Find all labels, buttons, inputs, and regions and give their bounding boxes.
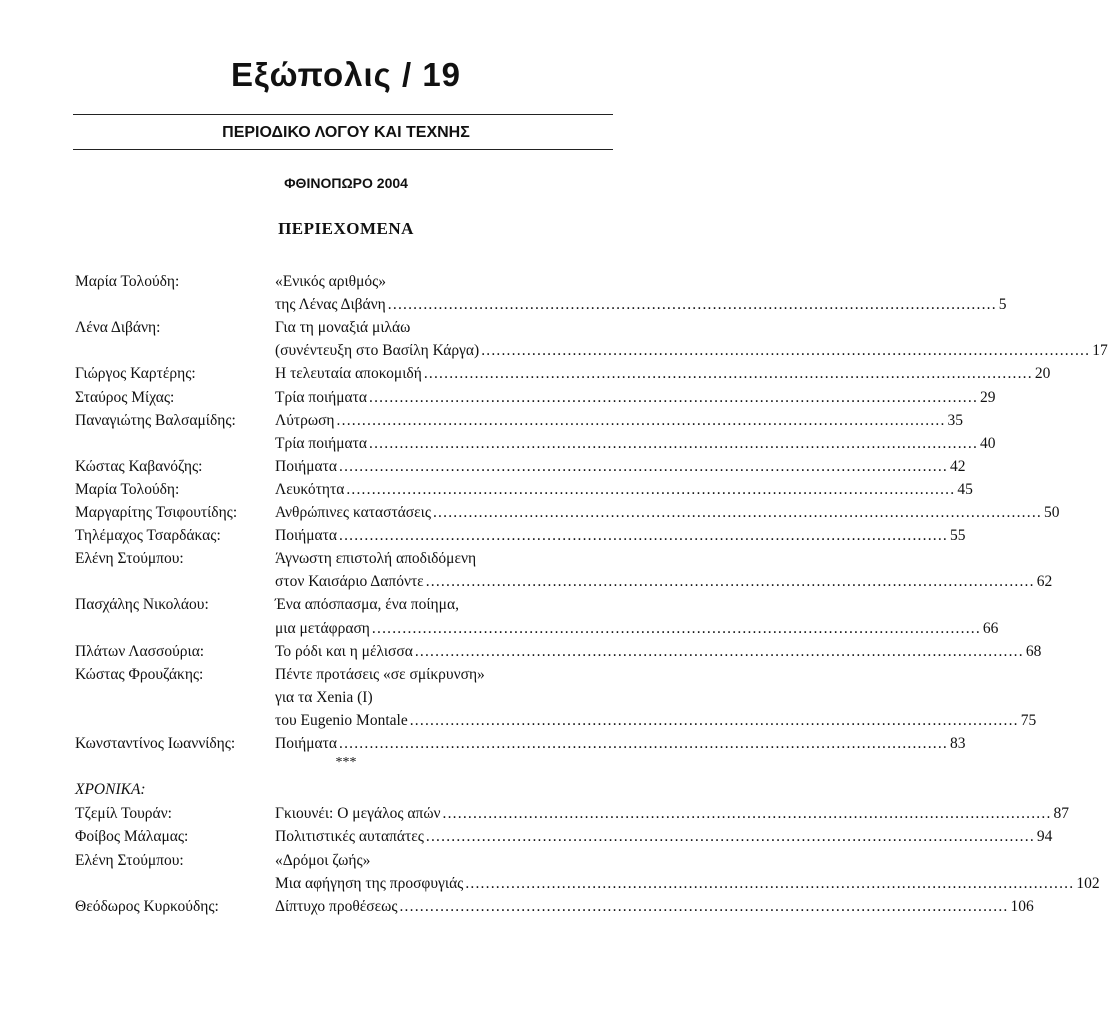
entry-page-number: 40 xyxy=(980,435,996,452)
magazine-title: Εξώπολις / 19 xyxy=(230,56,462,93)
entry-page-number: 45 xyxy=(957,481,973,498)
entry-page-number: 35 xyxy=(947,412,964,429)
entry-title: Το ρόδι και η μέλισσα xyxy=(275,643,413,660)
entry-author: Μαρία Τολούδη: xyxy=(75,273,180,290)
entry-work xyxy=(275,571,1053,593)
dot-leader: ........................................................................................................................ xyxy=(409,712,1019,729)
entry-title: του Eugenio Montale xyxy=(275,712,408,729)
dot-leader: ........................................................................................................................ xyxy=(425,573,1035,590)
entry-work xyxy=(275,271,583,293)
entry-title: Λύτρωση xyxy=(275,412,335,429)
entry-title: στον Καισάριο Δαπόντε xyxy=(275,573,424,590)
dot-leader: ........................................................................................................................ xyxy=(481,342,1091,359)
entry-work xyxy=(275,294,1007,316)
entry-work xyxy=(275,525,966,547)
entry-author: Πασχάλης Νικολάου: xyxy=(75,596,209,613)
entry-work xyxy=(275,850,583,872)
dot-leader: ........................................................................................................................ xyxy=(339,735,948,752)
entry-title: Λευκότητα xyxy=(275,481,345,498)
entry-title: Τρία ποιήματα xyxy=(275,389,368,406)
entry-author: Μαργαρίτης Τσιφουτίδης: xyxy=(75,504,238,521)
entry-title: Η τελευταία αποκομιδή xyxy=(275,365,422,382)
entry-work xyxy=(275,803,1070,825)
entry-title: Ποιήματα xyxy=(275,735,337,752)
entry-page-number: 83 xyxy=(950,735,966,752)
entry-work xyxy=(275,873,1100,895)
entry-title: Ποιήματα xyxy=(275,458,337,475)
entry-page-number: 62 xyxy=(1036,573,1053,590)
entry-author: Ελένη Στούμπου: xyxy=(75,550,184,567)
entry-author: Μαρία Τολούδη: xyxy=(75,481,180,498)
entry-work xyxy=(275,410,964,432)
entry-title: «Ενικός αριθμός» xyxy=(275,273,387,290)
entry-work xyxy=(275,826,1053,848)
entry-page-number: 94 xyxy=(1036,828,1053,845)
entry-work xyxy=(275,594,583,616)
entry-page-number: 29 xyxy=(980,389,996,406)
entry-author: Σταύρος Μίχας: xyxy=(75,389,175,406)
entry-title: μια μετάφραση xyxy=(275,620,370,637)
entry-page-number: 42 xyxy=(950,458,966,475)
entry-title: (συνέντευξη στο Βασίλη Κάργα) xyxy=(275,342,480,359)
entry-work xyxy=(275,502,1060,524)
entry-work xyxy=(275,548,583,570)
magazine-subtitle: ΠΕΡΙΟΔΙΚΟ ΛΟΓΟΥ ΚΑΙ ΤΕΧΝΗΣ xyxy=(222,124,470,141)
dot-leader: ........................................................................................................................ xyxy=(387,296,997,313)
entry-work xyxy=(275,456,966,478)
entry-title: Άγνωστη επιστολή αποδιδόμενη xyxy=(275,550,477,567)
entry-work xyxy=(275,387,996,409)
entry-page-number: 102 xyxy=(1076,875,1100,892)
issue-season: ΦΘΙΝΟΠΩΡΟ 2004 xyxy=(284,175,408,191)
entry-title: Μια αφήγηση της προσφυγιάς xyxy=(275,875,464,892)
dot-leader: ........................................................................................................................ xyxy=(346,481,956,498)
entry-author: Παναγιώτης Βαλσαμίδης: xyxy=(75,412,236,429)
entry-work xyxy=(275,340,1108,362)
entry-title: Δίπτυχο προθέσεως xyxy=(275,898,398,915)
entry-author: Θεόδωρος Κυρκούδης: xyxy=(75,898,219,915)
entry-page-number: 68 xyxy=(1025,643,1042,660)
dot-leader: ........................................................................................................................ xyxy=(369,435,979,452)
entry-title: «Δρόμοι ζωής» xyxy=(275,852,371,869)
dot-leader: ........................................................................................................................ xyxy=(432,504,1042,521)
dot-leader: ........................................................................................................................ xyxy=(336,412,946,429)
entry-work xyxy=(275,363,1051,385)
entry-author: Λένα Διβάνη: xyxy=(75,319,161,336)
entry-title: Για τη μοναξιά μιλάω xyxy=(275,319,411,336)
entry-work xyxy=(275,710,1037,732)
entry-author: Κωνσταντίνος Ιωαννίδης: xyxy=(75,735,236,752)
entry-work xyxy=(275,896,1034,918)
entry-title: Ποιήματα xyxy=(275,527,337,544)
dot-leader: ........................................................................................................................ xyxy=(423,365,1033,382)
entry-work xyxy=(275,317,583,339)
entry-title: Τρία ποιήματα xyxy=(275,435,368,452)
entry-page-number: 87 xyxy=(1053,805,1070,822)
entry-work xyxy=(275,618,999,640)
dot-leader: ........................................................................................................................ xyxy=(371,620,981,637)
dot-leader: ........................................................................................................................ xyxy=(399,898,1009,915)
entry-title: Γκιουνέι: Ο μεγάλος απών xyxy=(275,805,441,822)
entry-author: Κώστας Καβανόζης: xyxy=(75,458,203,475)
chronicles-heading: ΧΡΟΝΙΚΑ: xyxy=(75,781,146,798)
dot-leader: ........................................................................................................................ xyxy=(339,458,948,475)
entry-title: Ανθρώπινες καταστάσεις xyxy=(275,504,431,521)
contents-heading: ΠΕΡΙΕΧΟΜΕΝΑ xyxy=(278,219,414,238)
entry-page-number: 50 xyxy=(1043,504,1060,521)
entry-author: Τζεμίλ Τουράν: xyxy=(75,805,172,822)
entry-page-number: 106 xyxy=(1010,898,1034,915)
dot-leader: ........................................................................................................................ xyxy=(465,875,1075,892)
dot-leader: ........................................................................................................................ xyxy=(339,527,948,544)
entry-page-number: 17 xyxy=(1092,342,1108,359)
entry-title: για τα Xenia (I) xyxy=(275,689,373,706)
entry-title: της Λένας Διβάνη xyxy=(275,296,386,313)
entry-author: Πλάτων Λασσούρια: xyxy=(75,643,205,660)
entry-author: Κώστας Φρουζάκης: xyxy=(75,666,204,683)
entry-work xyxy=(275,433,996,455)
entry-work xyxy=(275,687,583,709)
entry-title: Ένα απόσπασμα, ένα ποίημα, xyxy=(275,596,459,613)
entry-author: Φοίβος Μάλαμας: xyxy=(75,828,189,845)
entry-title: Πέντε προτάσεις «σε σμίκρυνση» xyxy=(275,666,485,683)
dot-leader: ........................................................................................................................ xyxy=(442,805,1052,822)
dot-leader: ........................................................................................................................ xyxy=(369,389,979,406)
entry-work xyxy=(275,641,1042,663)
entry-page-number: 55 xyxy=(950,527,966,544)
entry-author: Τηλέμαχος Τσαρδάκας: xyxy=(75,527,221,544)
entry-author: Γιώργος Καρτέρης: xyxy=(75,365,196,382)
entry-page-number: 20 xyxy=(1034,365,1051,382)
section-separator: *** xyxy=(335,755,357,770)
entry-work xyxy=(275,479,973,501)
entry-page-number: 75 xyxy=(1020,712,1037,729)
entry-title: Πολιτιστικές αυταπάτες xyxy=(275,828,424,845)
entry-author: Ελένη Στούμπου: xyxy=(75,852,184,869)
entry-page-number: 5 xyxy=(998,296,1007,313)
entry-page-number: 66 xyxy=(982,620,999,637)
dot-leader: ........................................................................................................................ xyxy=(425,828,1035,845)
dot-leader: ........................................................................................................................ xyxy=(414,643,1024,660)
entry-work xyxy=(275,664,583,686)
